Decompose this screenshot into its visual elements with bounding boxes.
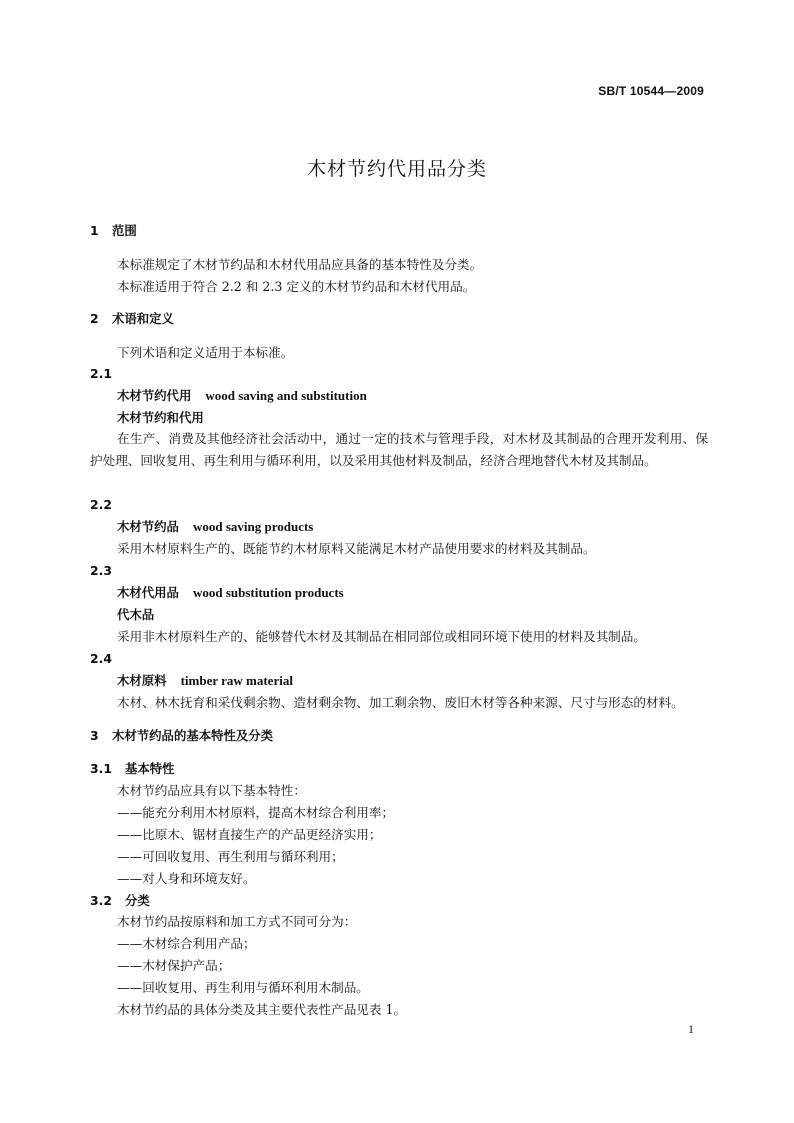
section-2-title: 术语和定义 — [112, 311, 174, 326]
section-2-intro: 下列术语和定义适用于本标准。 — [117, 345, 294, 360]
list-item: ——木材综合利用产品； — [117, 936, 256, 951]
term-2-1 — [117, 388, 367, 404]
term-2-3 — [117, 585, 344, 601]
list-item: ——比原木、锯材直接生产的产品更经济实用； — [117, 827, 382, 842]
term-2-3-english: wood substitution products — [192, 585, 344, 600]
section-3-2-intro: 木材节约品按原料和加工方式不同可分为： — [117, 914, 357, 929]
section-3-2-title: 分类 — [125, 893, 150, 908]
section-3-title: 木材节约品的基本特性及分类 — [112, 728, 274, 743]
section-3-1-title: 基本特性 — [125, 761, 175, 776]
section-3-1-heading — [90, 761, 175, 777]
section-1-paragraph-2: 本标准适用于符合 2.2 和 2.3 定义的木材节约品和木材代用品。 — [117, 279, 476, 294]
term-2-4 — [117, 673, 293, 689]
section-2-number: 2 — [90, 311, 99, 326]
term-2-3-chinese: 木材代用品 — [117, 585, 179, 600]
clause-2-2-number: 2.2 — [90, 497, 112, 512]
term-2-2 — [117, 519, 313, 535]
section-3-number: 3 — [90, 728, 99, 743]
clause-2-4-number: 2.4 — [90, 651, 112, 666]
section-3-1-number: 3.1 — [90, 761, 112, 776]
section-2-heading — [90, 311, 174, 327]
section-3-2-outro: 木材节约品的具体分类及其主要代表性产品见表 1。 — [117, 1002, 407, 1017]
section-1-paragraph-1: 本标准规定了木材节约品和木材代用品应具备的基本特性及分类。 — [117, 257, 483, 272]
list-item: ——可回收复用、再生利用与循环利用； — [117, 849, 344, 864]
clause-2-1-number: 2.1 — [90, 366, 112, 381]
term-2-2-chinese: 木材节约品 — [117, 519, 179, 534]
term-2-2-definition: 采用木材原料生产的、既能节约木材原料又能满足木材产品使用要求的材料及其制品。 — [117, 541, 596, 556]
section-1-title: 范围 — [112, 223, 137, 238]
section-3-heading — [90, 728, 273, 744]
term-2-1-alternative: 木材节约和代用 — [117, 410, 204, 425]
clause-2-3-number: 2.3 — [90, 563, 112, 578]
term-2-1-english: wood saving and substitution — [205, 388, 367, 403]
section-1-heading — [90, 223, 137, 239]
list-item: ——能充分利用木材原料，提高木材综合利用率； — [117, 805, 395, 820]
section-3-2-number: 3.2 — [90, 893, 112, 908]
list-item: ——回收复用、再生利用与循环利用木制品。 — [117, 980, 369, 995]
list-item: ——对人身和环境友好。 — [117, 871, 256, 886]
section-3-2-heading — [90, 893, 150, 909]
term-2-4-chinese: 木材原料 — [117, 673, 167, 688]
document-title: 木材节约代用品分类 — [306, 158, 487, 180]
term-2-3-definition: 采用非木材原料生产的、能够替代木材及其制品在相同部位或相同环境下使用的材料及其制品。 — [117, 629, 646, 644]
term-2-1-chinese: 木材节约代用 — [117, 388, 192, 403]
section-3-1-intro: 木材节约品应具有以下基本特性： — [117, 783, 306, 798]
term-2-3-alternative: 代木品 — [117, 607, 155, 622]
list-item: ——木材保护产品； — [117, 958, 231, 973]
section-1-number: 1 — [90, 223, 99, 238]
term-2-1-definition: 在生产、消费及其他经济社会活动中，通过一定的技术与管理手段，对木材及其制品的合理开发利用、保护处理、回收复用、再生利用与循环利用，以及采用其他材料及制品，经济合理地替代木材及其制品。 — [90, 431, 708, 468]
term-2-4-definition: 木材、林木抚育和采伐剩余物、造材剩余物、加工剩余物、废旧木材等各种来源、尺寸与形态的材料。 — [117, 695, 684, 710]
page-number: 1 — [688, 1022, 694, 1036]
standard-code: SB/T 10544—2009 — [598, 84, 704, 98]
term-2-2-english: wood saving products — [192, 519, 314, 534]
term-2-4-english: timber raw material — [180, 673, 293, 688]
